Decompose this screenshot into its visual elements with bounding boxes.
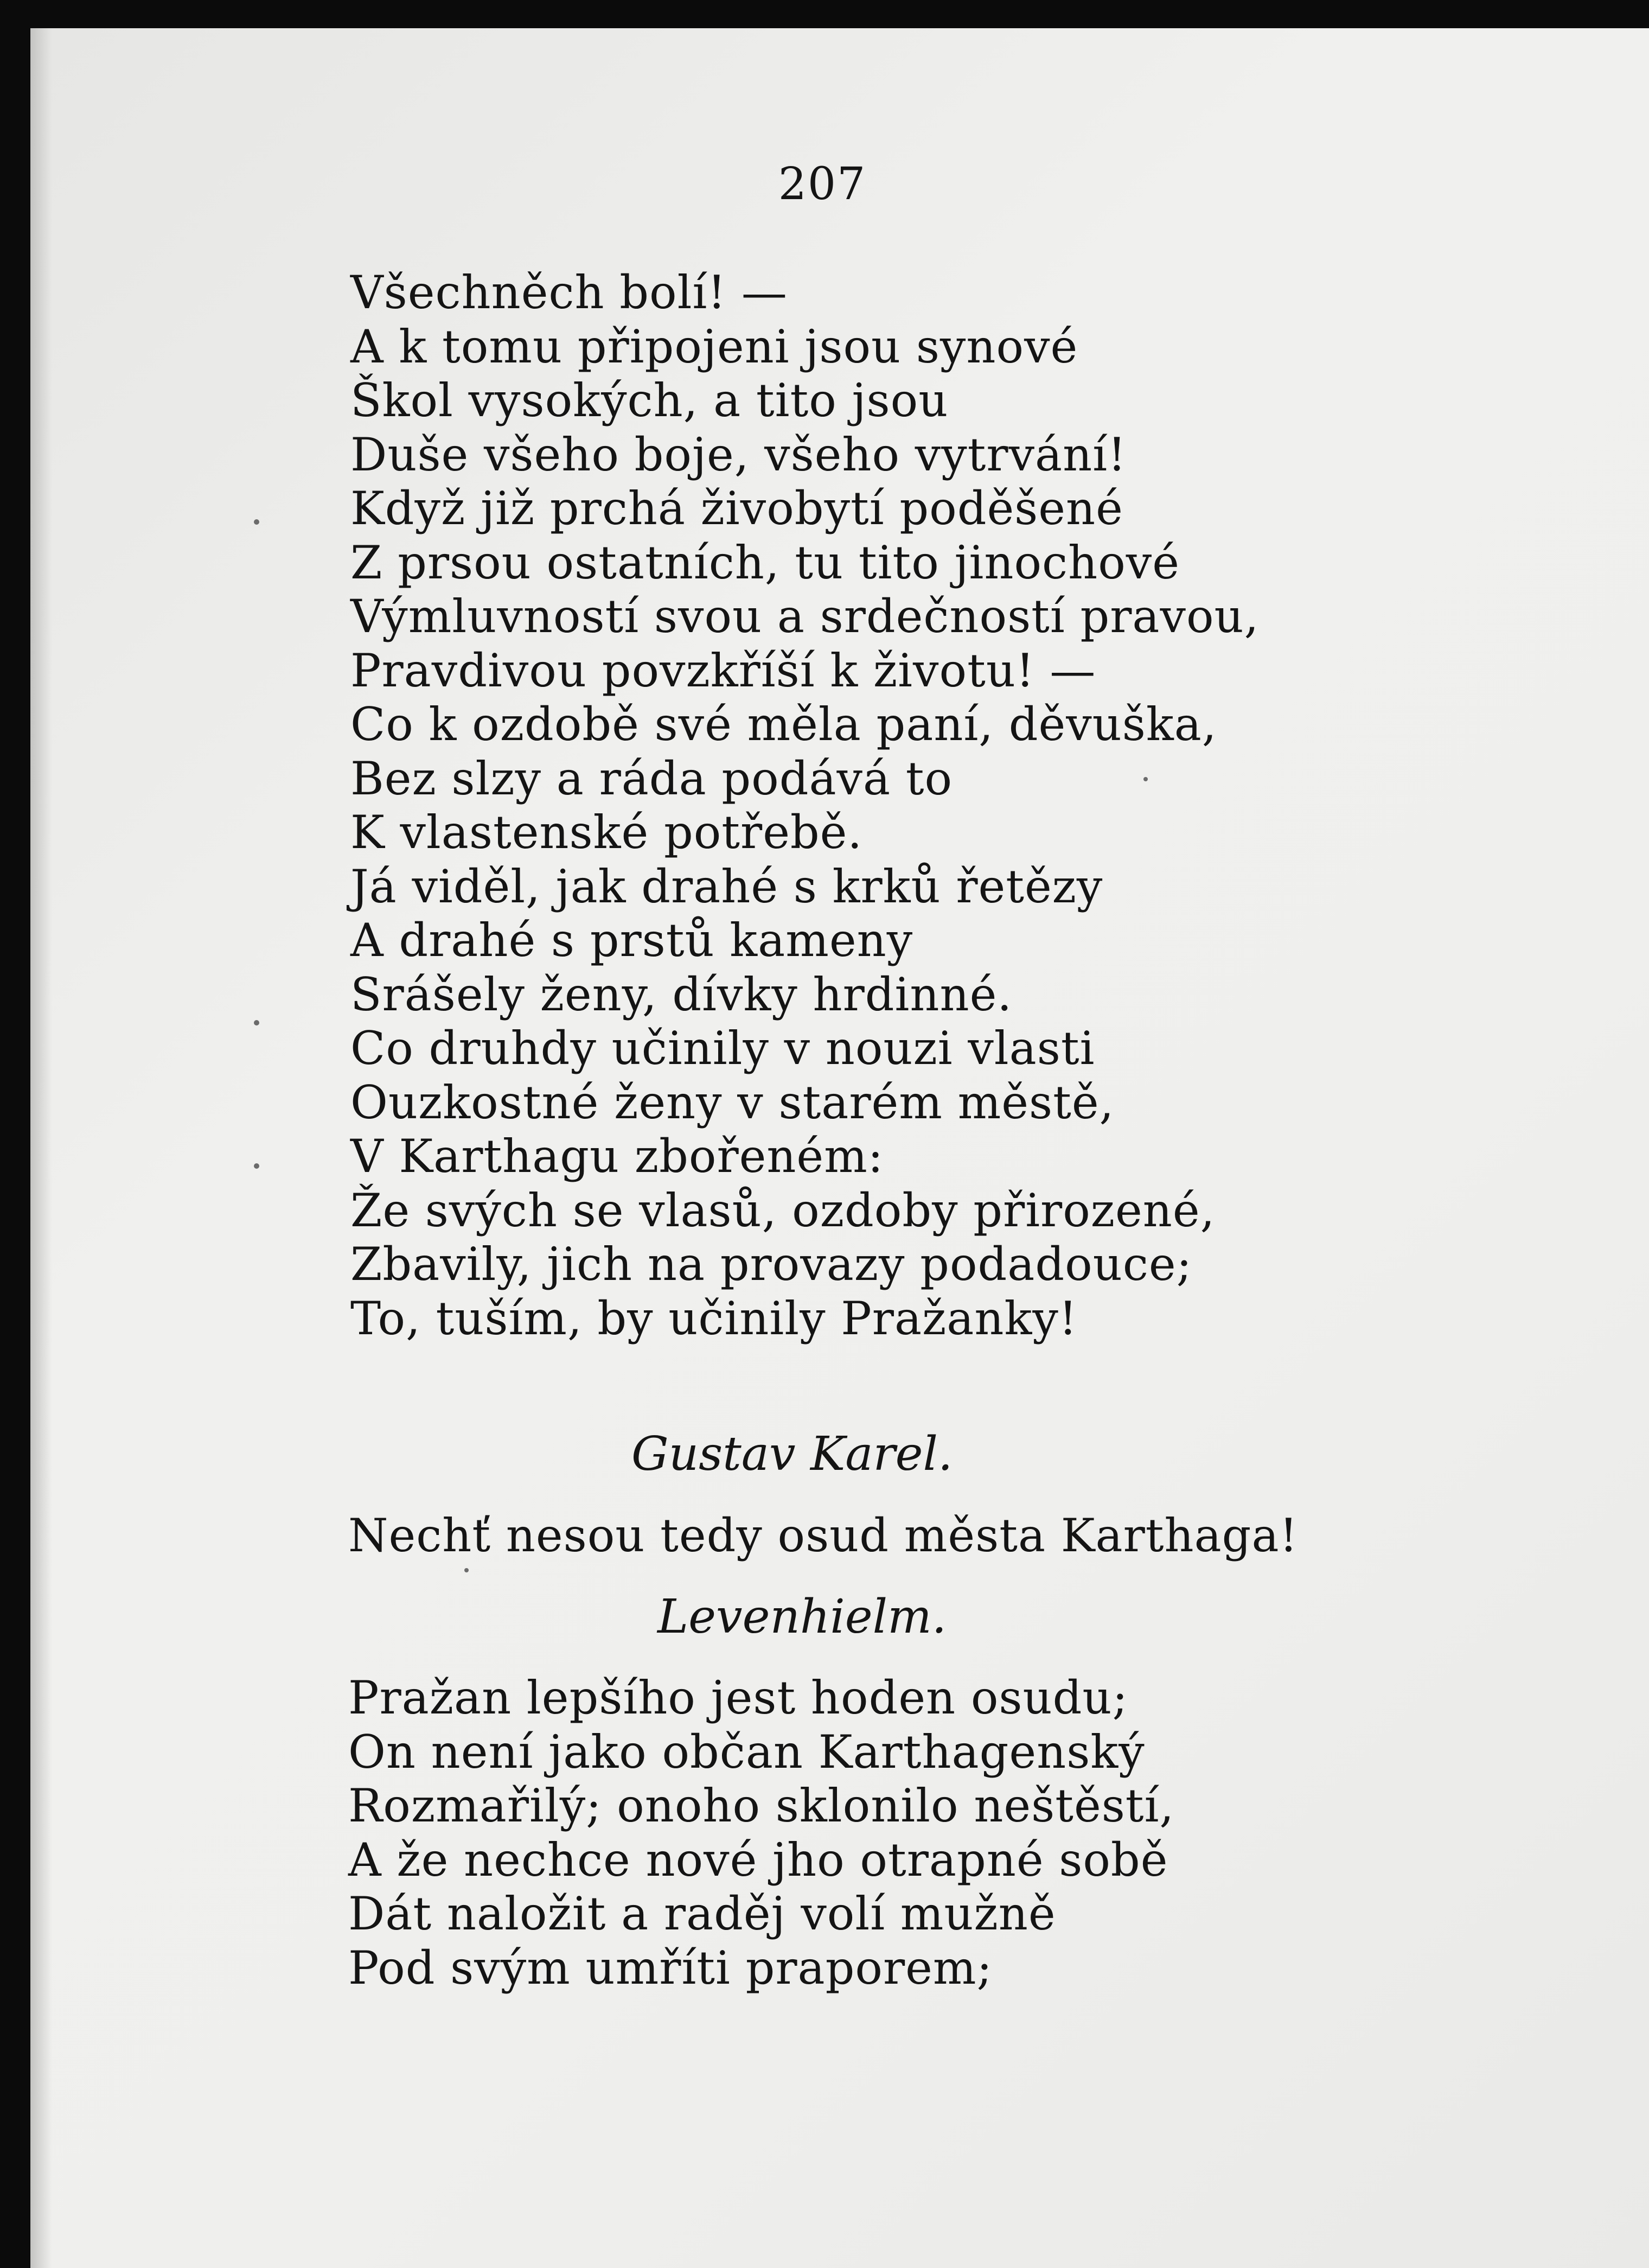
verse-line: Duše všeho boje, všeho vytrvání! bbox=[350, 428, 1127, 481]
verse-line: Všechněch bolí! — bbox=[350, 266, 788, 319]
verse-line: Škol vysokých, a tito jsou bbox=[350, 374, 949, 427]
verse-line: Srášely ženy, dívky hrdinné. bbox=[350, 967, 1013, 1021]
dust-speck bbox=[254, 1020, 259, 1025]
dust-speck bbox=[254, 519, 259, 525]
verse-line: Že svých se vlasů, ozdoby přirozené, bbox=[350, 1183, 1216, 1237]
verse-line: Pravdivou povzkříší k životu! — bbox=[350, 644, 1096, 697]
dust-speck bbox=[254, 1163, 259, 1169]
page-number: 207 bbox=[778, 158, 867, 210]
verse-line: V Karthagu zbořeném: bbox=[350, 1130, 884, 1183]
verse-line: Co druhdy učinily v nouzi vlasti bbox=[350, 1022, 1095, 1075]
verse-line: Zbavily, jich na provazy podadouce; bbox=[350, 1238, 1192, 1291]
speaker-name-gustav-karel: Gustav Karel. bbox=[631, 1427, 953, 1481]
dust-speck bbox=[1143, 777, 1148, 781]
verse-line: Pražan lepšího jest hoden osudu; bbox=[348, 1671, 1128, 1724]
verse-line: A k tomu připojeni jsou synové bbox=[350, 320, 1078, 373]
page-text bbox=[30, 28, 1649, 2268]
book-page bbox=[30, 28, 1649, 2268]
verse-line: K vlastenské potřebě. bbox=[350, 806, 863, 859]
verse-line: Dát naložit a raděj volí mužně bbox=[348, 1887, 1056, 1940]
verse-line: Výmluvností svou a srdečností pravou, bbox=[350, 590, 1260, 643]
speaker-name-levenhielm: Levenhielm. bbox=[657, 1590, 947, 1644]
verse-line: Bez slzy a ráda podává to bbox=[350, 751, 953, 805]
verse-line: Z prsou ostatních, tu tito jinochové bbox=[350, 536, 1180, 589]
verse-line: Ouzkostné ženy v starém městě, bbox=[350, 1075, 1115, 1129]
verse-block-2 bbox=[348, 1671, 1569, 1995]
verse-line: Rozmařilý; onoho sklonilo neštěstí, bbox=[348, 1779, 1175, 1832]
verse-line: On není jako občan Karthagenský bbox=[348, 1725, 1145, 1779]
verse-line: Já viděl, jak drahé s krků řetězy bbox=[350, 859, 1103, 913]
verse-line: Pod svým umříti praporem; bbox=[348, 1941, 993, 1995]
verse-line: To, tuším, by učinily Pražanky! bbox=[350, 1291, 1078, 1345]
dust-speck bbox=[464, 1568, 469, 1572]
verse-line: Když již prchá živobytí poděšené bbox=[350, 482, 1123, 535]
verse-line-gustav-karel: Nechť nesou tedy osud města Karthaga! bbox=[348, 1509, 1299, 1562]
verse-line: A drahé s prstů kameny bbox=[350, 914, 913, 967]
verse-block-1 bbox=[350, 266, 1571, 1346]
verse-line: A že nechce nové jho otrapné sobě bbox=[348, 1833, 1168, 1887]
verse-line: Co k ozdobě své měla paní, děvuška, bbox=[350, 698, 1217, 751]
